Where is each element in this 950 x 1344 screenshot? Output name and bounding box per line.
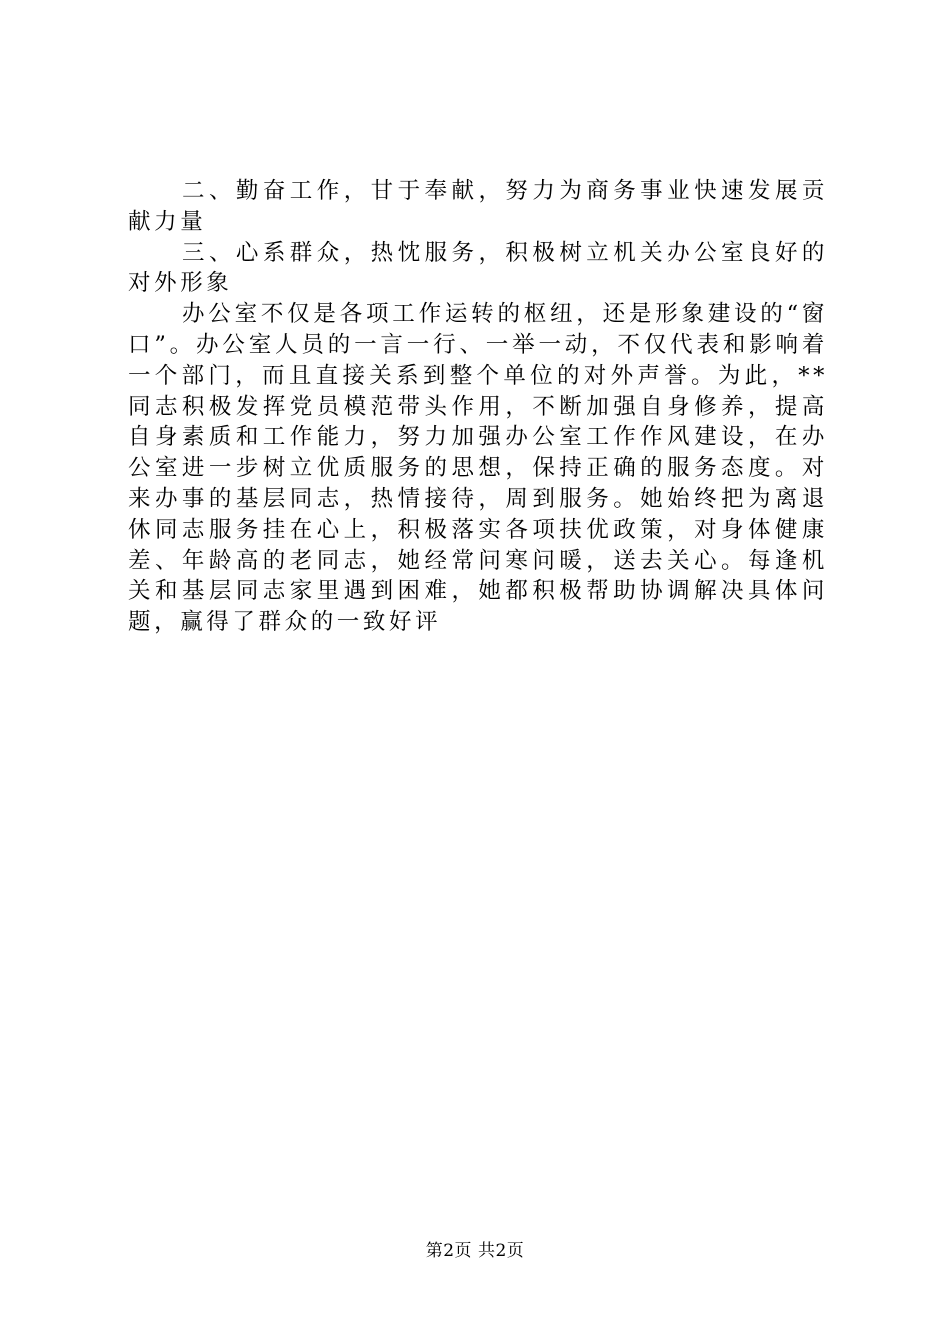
page-footer-number: 第2页 共2页 bbox=[425, 1241, 525, 1261]
paragraph-section-three-heading: 三、心系群众，热忱服务，积极树立机关办公室良好的对外形象 bbox=[128, 239, 828, 297]
paragraph-office-service-body: 办公室不仅是各项工作运转的枢纽，还是形象建设的“窗口”。办公室人员的一言一行、一举一动，不仅代表和影响着一个部门，而且直接关系到整个单位的对外声誉。为此，**同志积极发挥党员模范带头作用，不断加强自身修养，提高自身素质和工作能力，努力加强办公室工作作风建设，在办公室进一步树立优质服务的思想，保持正确的服务态度。对来办事的基层同志，热情接待，周到服务。她始终把为离退休同志服务挂在心上，积极落实各项扶优政策，对身体健康差、年龄高的老同志，她经常问寒问暖，送去关心。每逢机关和基层同志家里遇到困难，她都积极帮助协调解决具体问题，赢得了群众的一致好评 bbox=[128, 301, 828, 636]
document-body bbox=[128, 176, 828, 638]
paragraph-section-two-heading: 二、勤奋工作，甘于奉献，努力为商务事业快速发展贡献力量 bbox=[128, 178, 828, 235]
